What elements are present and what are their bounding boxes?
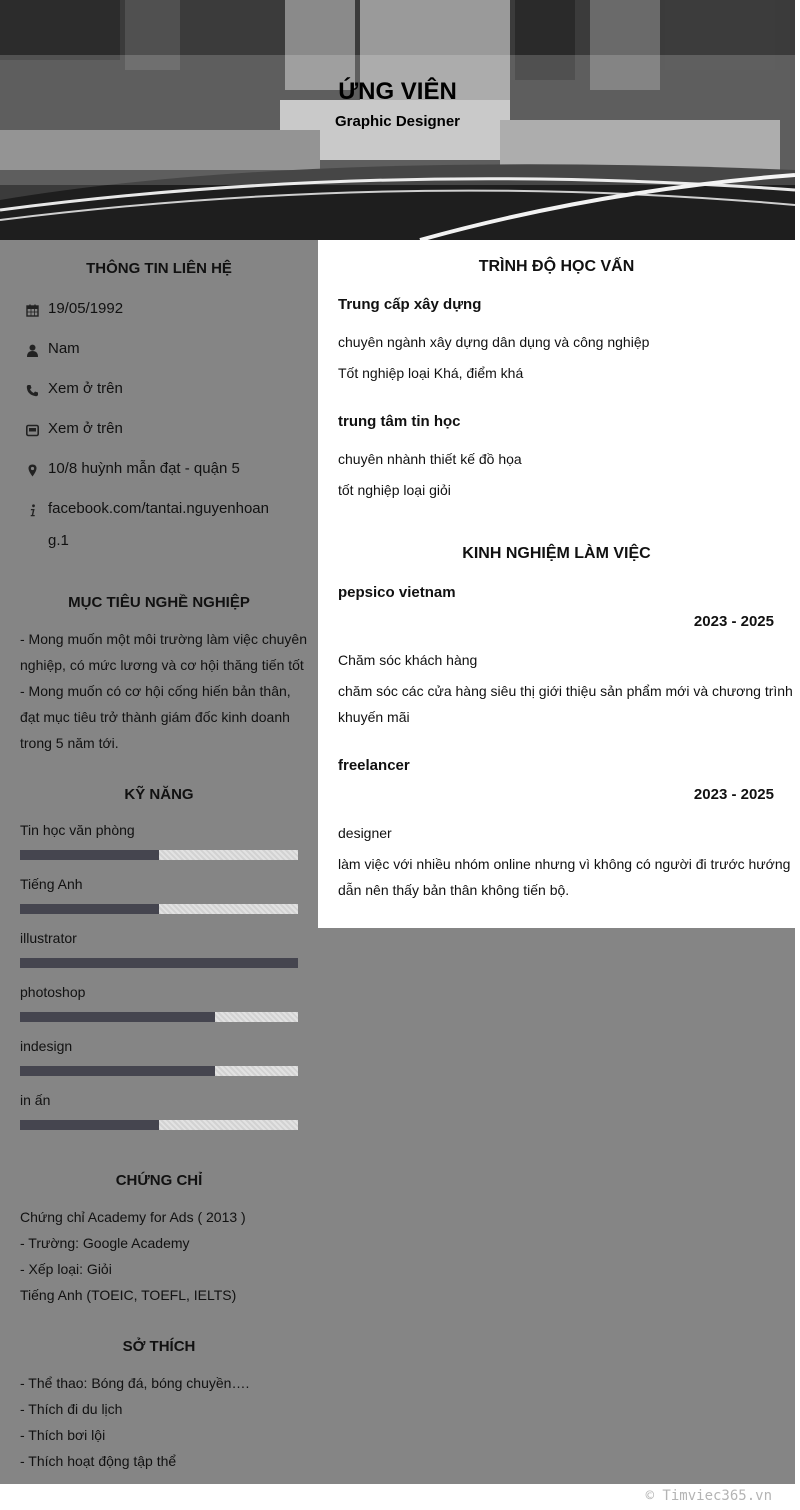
- map-marker-icon: [24, 462, 40, 478]
- education-result: Tốt nghiệp loại Khá, điểm khá: [338, 365, 524, 381]
- objective-title: MỤC TIÊU NGHỀ NGHIỆP: [68, 594, 250, 611]
- address-value: 10/8 huỳnh mẫn đạt - quận 5: [48, 460, 240, 477]
- gender-value: Nam: [48, 340, 80, 357]
- skill-bar: [20, 1012, 298, 1022]
- experience-period: 2023 - 2025: [693, 613, 774, 630]
- experience-description: làm việc với nhiều nhóm online nhưng vì không có người đi trước hướng dẫn nên thấy bản thân không tiến bộ.: [338, 856, 791, 898]
- right-edge: [795, 0, 800, 1484]
- hobby-line: - Thích hoạt động tập thể: [20, 1453, 177, 1469]
- footer: [0, 1484, 800, 1510]
- skills-title: KỸ NĂNG: [124, 786, 194, 803]
- certificate-line: - Xếp loại: Giỏi: [20, 1261, 112, 1277]
- skill-bar-fill: [20, 1012, 215, 1022]
- certificate-line: Chứng chỉ Academy for Ads ( 2013 ): [20, 1209, 246, 1225]
- skill-bar: [20, 958, 298, 968]
- skill-label: Tin học văn phòng: [20, 822, 135, 838]
- experience-position: designer: [338, 825, 392, 841]
- skill-bar: [20, 904, 298, 914]
- hobby-line: - Thích đi du lịch: [20, 1401, 123, 1417]
- hobbies-title: SỞ THÍCH: [122, 1338, 196, 1355]
- skill-label: illustrator: [20, 930, 77, 946]
- education-school: Trung cấp xây dựng: [338, 296, 482, 313]
- certificate-line: - Trường: Google Academy: [20, 1235, 190, 1251]
- certificate-line: Tiếng Anh (TOEIC, TOEFL, IELTS): [20, 1287, 237, 1303]
- candidate-name: ỨNG VIÊN: [338, 78, 457, 105]
- skill-bar-fill: [20, 1120, 159, 1130]
- experience-company: freelancer: [338, 757, 410, 774]
- info-icon: [24, 502, 40, 518]
- certificates-title: CHỨNG CHỈ: [115, 1172, 203, 1189]
- contact-title: THÔNG TIN LIÊN HỆ: [86, 260, 232, 277]
- phone-value: Xem ở trên: [48, 380, 123, 397]
- experience-company: pepsico vietnam: [338, 584, 456, 601]
- envelope-icon: [24, 422, 40, 438]
- main-lower-background: [318, 928, 795, 1484]
- contact-address: [24, 460, 294, 485]
- watermark: © Timviec365.vn: [645, 1488, 772, 1504]
- contact-gender: [24, 340, 294, 365]
- website-link[interactable]: facebook.com/tantai.nguyenhoang.1: [48, 500, 269, 549]
- hobby-line: - Thể thao: Bóng đá, bóng chuyền….: [20, 1375, 250, 1391]
- calendar-icon: [24, 302, 40, 318]
- hobby-line: - Thích bơi lội: [20, 1427, 106, 1443]
- skill-bar: [20, 850, 298, 860]
- skill-bar-fill: [20, 904, 159, 914]
- skill-bar-fill: [20, 958, 298, 968]
- user-icon: [24, 342, 40, 358]
- contact-birthday: [24, 300, 294, 325]
- skill-bar-fill: [20, 850, 159, 860]
- birthday-value: 19/05/1992: [48, 300, 124, 317]
- email-value: Xem ở trên: [48, 420, 123, 437]
- experience-title: KINH NGHIỆM LÀM VIỆC: [462, 545, 651, 562]
- contact-phone: [24, 380, 294, 405]
- header-banner: [0, 0, 795, 240]
- skill-label: photoshop: [20, 984, 86, 1000]
- skill-label: indesign: [20, 1038, 73, 1054]
- contact-website: [24, 500, 280, 557]
- skill-bar: [20, 1066, 298, 1076]
- contact-email: [24, 420, 294, 445]
- skill-bar-fill: [20, 1066, 215, 1076]
- education-major: chuyên nhành thiết kế đồ họa: [338, 451, 522, 467]
- skill-bar: [20, 1120, 298, 1130]
- objective-text: - Mong muốn một môi trường làm việc chuyên nghiệp, có mức lương và cơ hội thăng tiến tốt - Mong muốn có cơ hội cống hiến bản thân, đạt mục tiêu trở thành giám đốc kinh doanh trong 5 năm tới.: [20, 631, 307, 751]
- experience-position: Chăm sóc khách hàng: [338, 652, 478, 668]
- education-result: tốt nghiệp loại giỏi: [338, 482, 451, 498]
- experience-period: 2023 - 2025: [693, 786, 774, 803]
- skill-label: in ấn: [20, 1092, 51, 1108]
- education-major: chuyên ngành xây dựng dân dụng và công nghiệp: [338, 334, 650, 350]
- experience-description: chăm sóc các cửa hàng siêu thị giới thiệu sản phẩm mới và chương trình khuyến mãi: [338, 683, 793, 725]
- phone-icon: [24, 382, 40, 398]
- candidate-role: Graphic Designer: [334, 113, 461, 130]
- skill-label: Tiếng Anh: [20, 876, 83, 892]
- education-school: trung tâm tin học: [338, 413, 461, 430]
- education-title: TRÌNH ĐỘ HỌC VẤN: [478, 258, 635, 275]
